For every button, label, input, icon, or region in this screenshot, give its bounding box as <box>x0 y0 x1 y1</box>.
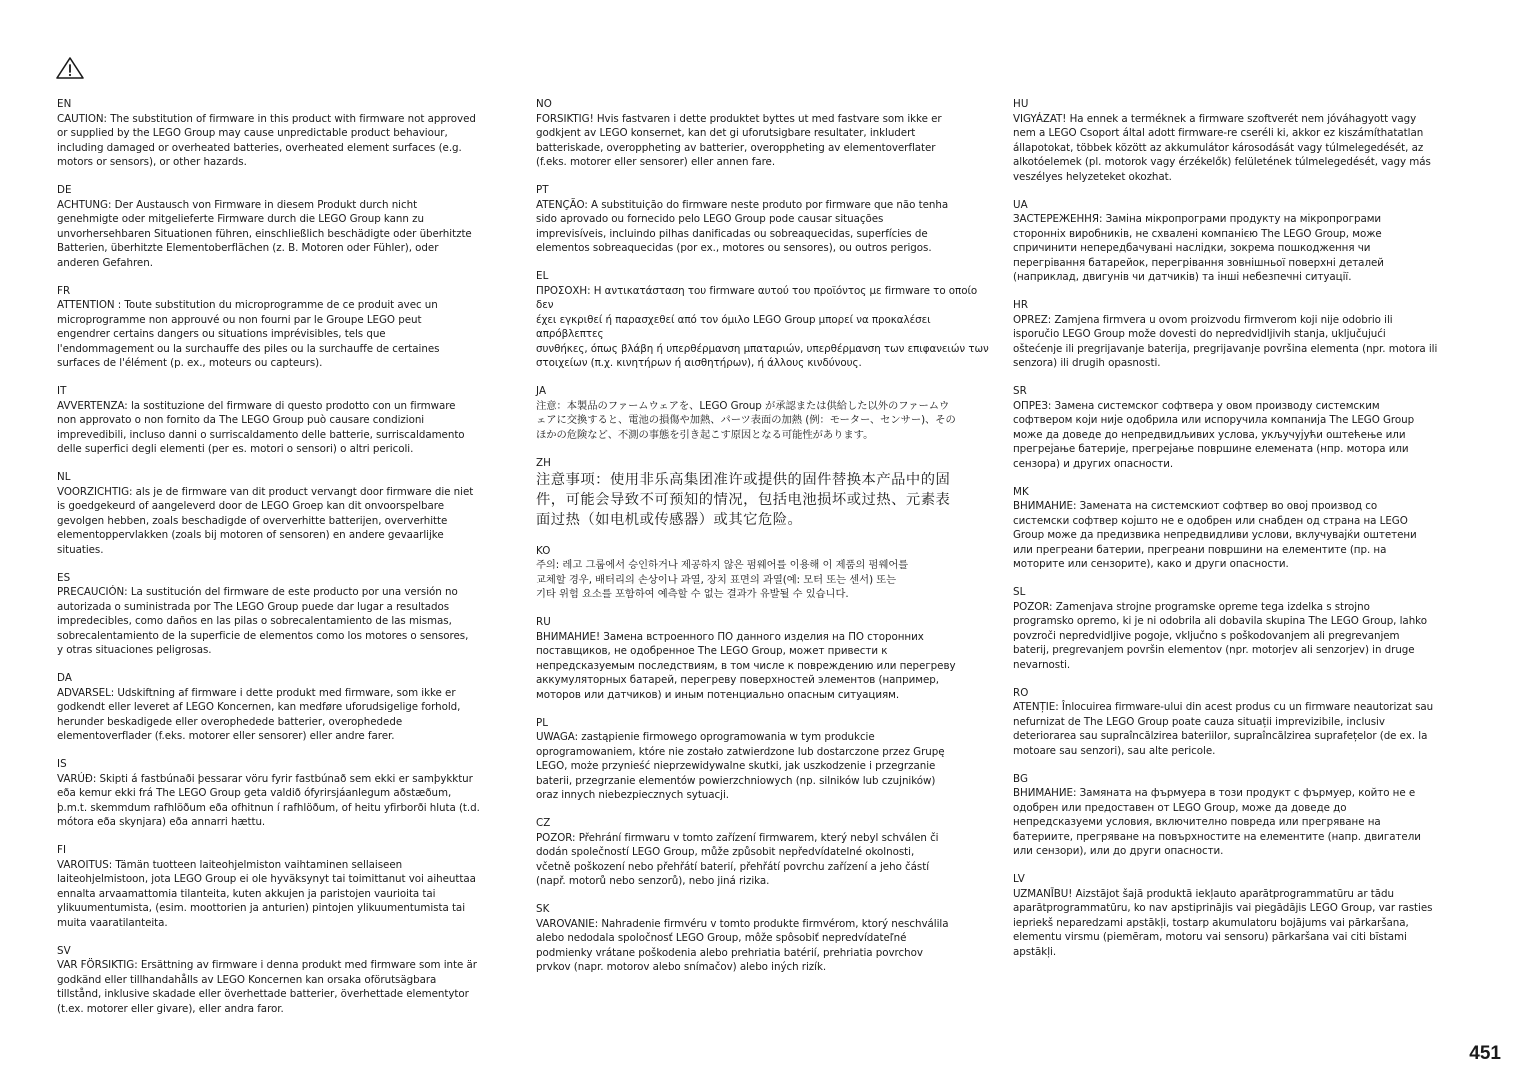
language-code: HR <box>1013 299 1029 311</box>
language-code: SL <box>1013 586 1026 598</box>
language-code: IS <box>57 758 67 770</box>
warning-text: ACHTUNG: Der Austausch von Firmware in diesem Produkt durch nicht genehmigte oder mitgelieferte Firmware durch die LEGO Group kann zu unvorhersehbaren Situationen führen, einschließlich beschädigte oder überhitzte Batterien, überhitzte Elementoberflächen (z. B. Motoren oder Fühler), oder anderen Gefahren. <box>57 198 472 269</box>
warning-text: ATENÇÃO: A substituição do firmware neste produto por firmware que não tenha sido aprovado ou fornecido pelo LEGO Group pode causar situações imprevisíveis, incluindo pilhas danificadas ou sobreaquecidas, superfícies de elementos sobreaquecidas (por ex., motores ou sensores), ou outros perigos. <box>536 198 949 254</box>
warning-block-ua <box>1013 198 1469 285</box>
warning-text: ВНИМАНИЕ! Замена встроенного ПО данного изделия на ПО сторонних поставщиков, не одобренное The LEGO Group, может привести к непредсказуемым последствиям, в том числе к повреждению или перегреву аккумуляторных батарей, перегреву поверхностей элементов (например, моторов или датчиков) и иным потенциально опасным ситуациям. <box>536 630 956 701</box>
language-code: ES <box>57 571 71 584</box>
warning-text: ATTENTION : Toute substitution du microprogramme de ce produit avec un microprogramme non approuvé ou non fourni par le Groupe LEGO peut engendrer certains dangers ou situations imprévisibles, tels que l'endommagement ou la surchauffe des piles ou la surchauffe de certaines surfaces de l'élément (p. ex., moteurs ou capteurs). <box>57 299 440 369</box>
language-code: RU <box>536 616 551 628</box>
language-code: FR <box>57 284 71 297</box>
language-code: MK <box>1013 485 1029 498</box>
warning-text: UWAGA: zastąpienie firmowego oprogramowania w tym produkcie oprogramowaniem, które nie zostało zatwierdzone lub dostarczone przez Grupę LEGO, może przynieść nieprzewidywalne skutki, jak uszkodzenie i przegrzanie baterii, przegrzanie elementów powierzchniowych (np. silników lub czujników) oraz innych niebezpiecznych sytuacji. <box>536 731 945 801</box>
page-number: 451 <box>1469 1043 1501 1064</box>
warning-text: VOORZICHTIG: als je de firmware van dit product vervangt door firmware die niet is goedgekeurd of aangeleverd door de LEGO Groep kan dit onvoorspelbare gevolgen hebben, zoals beschadigde of oververhitte batterijen, oververhitte elementoppervlakken (zoals bij motoren of sensoren) en andere gevaarlijke situaties. <box>57 485 474 556</box>
language-code: BG <box>1013 772 1029 785</box>
warning-text: OPREZ: Zamjena firmvera u ovom proizvodu firmverom koji nije odobrio ili isporučio LEGO Group može dovesti do nepredvidljivih stanja, uključujući oštećenje ili pregrijavanje baterija, pregrijavanje površina elementa (npr. motora ili senzora) ili drugih opasnosti. <box>1013 313 1438 369</box>
warning-block-sk <box>536 902 992 975</box>
warning-column-left <box>57 97 513 1030</box>
warning-text: UZMANĪBU! Aizstājot šajā produktā iekļauto aparātprogrammatūru ar tādu aparātprogrammatūru, ko nav apstiprinājis vai piegādājis LEGO Group, var rasties iepriekš neparedzami apstākļi, tostarp akumulatoru bojājums vai pārkaršana, elementu virsmu (piemēram, motoru vai sensoru) pārkaršana vai citi bīstami apstākļi. <box>1013 887 1433 958</box>
warning-block-sl <box>1013 585 1469 672</box>
warning-text: PRECAUCIÓN: La sustitución del firmware de este producto por una versión no autorizada o suministrada por The LEGO Group puede dar lugar a resultados impredecibles, como daños en las pilas o sobrecalentamiento de las mismas, sobrecalentamiento de la superficie de elementos como los motores o sensores, y otras situaciones peligrosas. <box>57 586 469 656</box>
warning-block-ro <box>1013 686 1469 759</box>
warning-block-ja <box>536 384 992 442</box>
language-code: NL <box>57 471 71 483</box>
warning-block-pl <box>536 716 992 803</box>
warning-column-middle <box>536 97 992 988</box>
warning-block-is <box>57 757 513 830</box>
warning-text: ВНИМАНИЕ: Замената на системскиот софтвер во овој производ со системски софтвер којшто не е одобрен или снабден од страна на LEGO Group може да предизвика непредвидливи услови, вклучувајќи оштетени или прегреани батерии, прегреани површини на елементите (пр. на моторите или сензорите), како и други опасности. <box>1013 500 1417 570</box>
warning-text: ADVARSEL: Udskiftning af firmware i dette produkt med firmware, som ikke er godkendt eller leveret af LEGO Koncernen, kan medføre uforudsigelige forhold, herunder beskadigede eller overophedede batterier, overophedede elementoverflader (f.eks. motorer eller sensorer) eller andre farer. <box>57 686 461 742</box>
warning-text: POZOR: Přehrání firmwaru v tomto zařízení firmwarem, který nebyl schválen či dodán společností LEGO Group, může způsobit nepředvídatelné okolnosti, včetně poškození nebo přehřátí baterií, přehřátí povrchu zařízení a jeho částí (např. motorů nebo senzorů), nebo jiná rizika. <box>536 831 939 887</box>
warning-block-ko <box>536 544 992 602</box>
warning-text: ВНИМАНИЕ: Замяната на фърмуера в този продукт с фърмуер, който не е одобрен или предоставен от LEGO Group, може да доведе до непредсказуеми условия, включително повреда или прегряване на батериите, прегряване на повърхностите на елементите (напр. двигатели или сензори), или до други опасности. <box>1013 787 1421 857</box>
warning-text: VIGYÁZAT! Ha ennek a terméknek a firmware szoftverét nem jóváhagyott vagy nem a LEGO Csoport által adott firmware-re cseréli ki, akkor ez kiszámíthatatlan állapotokat, többek között az akkumulátor károsodását vagy túlmelegedését, az alkotóelemek (pl. motorok vagy érzékelők) felületének túlmelegedését, vagy más veszélyes helyzeteket okozhat. <box>1013 112 1431 183</box>
warning-text: POZOR: Zamenjava strojne programske opreme tega izdelka s strojno programsko opremo, ki je ni odobrila ali dobavila skupina The LEGO Group, lahko povzroči nepredvidljive pogoje, vključno s poškodovanjem ali pregrevanjem baterij, pregrevanjem površin elementov (npr. motorjev ali senzorjev) in druge nevarnosti. <box>1013 600 1427 671</box>
warning-block-fi <box>57 843 513 930</box>
warning-triangle-icon <box>55 56 85 80</box>
language-code: ZH <box>536 456 551 469</box>
language-code: SK <box>536 903 550 915</box>
warning-block-it <box>57 384 513 457</box>
warning-text: ОПРЕЗ: Замена системског софтвера у овом производу системским софтвером који није одобрила или испоручила компанија The LEGO Group може да доведе до непредвидљивих услова, укључујући оштећење или прегрејање батерије, прегрејање површине елемената (нпр. мотора или сензора) и других опасности. <box>1013 399 1415 470</box>
warning-block-de <box>57 183 513 270</box>
warning-block-ru <box>536 615 992 702</box>
language-code: RO <box>1013 686 1029 699</box>
language-code: PL <box>536 716 549 729</box>
warning-block-bg <box>1013 772 1469 859</box>
warning-text: 注意事项：使用非乐高集团准许或提供的固件替换本产品中的固 件，可能会导致不可预知的情况，包括电池损坏或过热、元素表 面过热（如电机或传感器）或其它危险。 <box>536 472 951 528</box>
warning-block-en <box>57 97 513 170</box>
language-code: HU <box>1013 98 1029 110</box>
language-code: NO <box>536 98 553 110</box>
language-code: SR <box>1013 385 1027 397</box>
language-code: LV <box>1013 873 1025 885</box>
warning-block-lv <box>1013 872 1469 959</box>
language-code: IT <box>57 385 67 397</box>
warning-block-zh <box>536 456 992 531</box>
warning-block-da <box>57 671 513 744</box>
warning-text: 주의: 레고 그룹에서 승인하거나 제공하지 않은 펌웨어를 이용해 이 제품의 펌웨어를 교체할 경우, 배터리의 손상이나 과열, 장치 표면의 과열(예: 모터 또는 센서) 또는 기타 위험 요소를 포함하여 예측할 수 없는 결과가 유발될 수 있습니다. <box>536 559 909 600</box>
warning-text: VAROITUS: Tämän tuotteen laiteohjelmiston vaihtaminen sellaiseen laiteohjelmistoon, jota LEGO Group ei ole hyväksynyt tai toimittanut voi aiheuttaa ennalta arvaamattomia tilanteita, kuten akkujen ja paristojen vaurioita tai ylikuumentumista, (esim. moottorien ja anturien) pintojen ylikuumentumista tai muita vaaratilanteita. <box>57 858 476 929</box>
warning-block-cz <box>536 816 992 889</box>
warning-text: VAROVANIE: Nahradenie firmvéru v tomto produkte firmvérom, ktorý neschválila alebo nedodala spoločnosť LEGO Group, môže spôsobiť nepredvídateľné podmienky vrátane poškodenia alebo prehriatia batérií, prehriatia povrchov prvkov (napr. motorov alebo snímačov) alebo iných rizík. <box>536 917 949 973</box>
language-code: PT <box>536 184 549 196</box>
warning-block-el <box>536 269 992 371</box>
warning-block-nl <box>57 470 513 557</box>
warning-block-es <box>57 571 513 658</box>
warning-text: AVVERTENZA: la sostituzione del firmware di questo prodotto con un firmware non approvato o non fornito da The LEGO Group può causare condizioni imprevedibili, incluso danni o surriscaldamento delle batterie, surriscaldamento delle superfici degli elementi (per es. motori o sensori) o altri pericoli. <box>57 399 465 455</box>
warning-text: ЗАСТЕРЕЖЕННЯ: Заміна мікропрограми продукту на мікропрограми сторонніх виробників, не схвалені компанією The LEGO Group, може спричинити непередбачувані наслідки, зокрема пошкодження чи перегрівання батарейок, перегрівання зовнішньої поверхні деталей (наприклад, двигунів чи датчиків) та інші небезпечні ситуації. <box>1013 213 1384 283</box>
language-code: DE <box>57 184 72 196</box>
warning-text: CAUTION: The substitution of firmware in this product with firmware not approved or supplied by the LEGO Group may cause unpredictable product behaviour, including damaged or overheated batteries, overheated element surfaces (e.g. motors or sensors), or other hazards. <box>57 112 476 168</box>
language-code: EN <box>57 98 72 110</box>
language-code: KO <box>536 544 551 557</box>
language-code: EL <box>536 270 549 282</box>
warning-text: 注意：本製品のファームウェアを、LEGO Group が承認または供給した以外のファームウ ェアに交換すると、電池の損傷や加熱、パーツ表面の加熱 (例：モーター、センサー)、その ほかの危険など、不測の事態を引き起こす原因となる可能性があります。 <box>536 399 956 441</box>
warning-text: FORSIKTIG! Hvis fastvaren i dette produktet byttes ut med fastvare som ikke er godkjent av LEGO konsernet, kan det gi uforutsigbare resultater, inkludert batteriskade, overoppheting av batterier, overoppheting av elementoverflater (f.eks. motorer eller sensorer) eller annen fare. <box>536 112 942 168</box>
warning-block-no <box>536 97 992 170</box>
language-code: DA <box>57 672 72 684</box>
warning-block-fr <box>57 284 513 371</box>
warning-column-right <box>1013 97 1469 973</box>
warning-block-hu <box>1013 97 1469 184</box>
warning-block-mk <box>1013 485 1469 572</box>
warning-block-sr <box>1013 384 1469 471</box>
language-code: CZ <box>536 817 551 829</box>
warning-text: ATENȚIE: Înlocuirea firmware-ului din acest produs cu un firmware neautorizat sau nefurnizat de The LEGO Group poate cauza situații imprevizibile, inclusiv deteriorarea sau supraîncălzirea bateriilor, supraîncălzirea suprafețelor (de ex. la motoare sau senzori), sau alte pericole. <box>1013 701 1434 757</box>
language-code: UA <box>1013 198 1028 211</box>
language-code: JA <box>536 385 547 397</box>
language-code: FI <box>57 844 67 856</box>
language-code: SV <box>57 944 71 957</box>
warning-block-pt <box>536 183 992 256</box>
warning-block-sv <box>57 944 513 1017</box>
warning-text: ΠΡΟΣΟΧΗ: Η αντικατάσταση του firmware αυτού του προϊόντος με firmware το οποίο δεν έχει εγκριθεί ή παρασχεθεί από τον όμιλο LEGO Group μπορεί να προκαλέσει απρόβλεπτες συνθήκες, όπως βλάβη ή υπερθέρμανση μπαταριών, υπερθέρμανση των επιφανειών των στοιχείων (π.χ. κινητήρων ή αισθητήρων), ή άλλους κινδύνους. <box>536 284 989 369</box>
warning-text: VARÚÐ: Skipti á fastbúnaði þessarar vöru fyrir fastbúnað sem ekki er samþykktur eða kemur ekki frá The LEGO Group geta valdið ófyrirsjáanlegum aðstæðum, þ.m.t. skemmdum rafhlöðum eða ofhitnun í rafhlöðum, of heitu yfirborði hluta (t.d. mótora eða skynjara) eða annarri hættu. <box>57 772 480 828</box>
warning-block-hr <box>1013 298 1469 371</box>
warning-text: VAR FÖRSIKTIG: Ersättning av firmware i denna produkt med firmware som inte är godkänd eller tillhandahålls av LEGO Koncernen kan orsaka oförutsägbara tillstånd, inklusive skadade eller överhettade batterier, överhettade elementytor (t.ex. motorer eller givare), eller andra faror. <box>57 959 477 1015</box>
